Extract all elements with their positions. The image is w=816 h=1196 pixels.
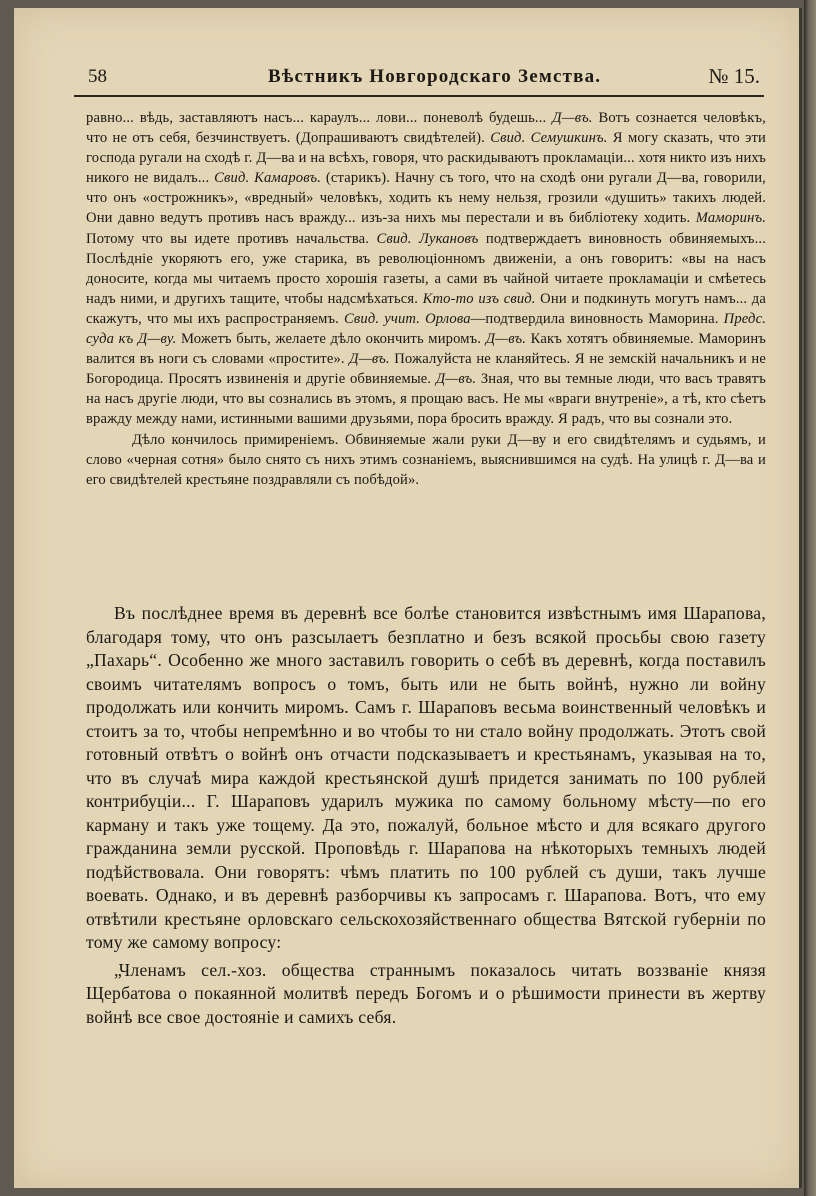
speaker-label: Свид. Лукановъ bbox=[376, 230, 479, 247]
court-report-text bbox=[86, 108, 766, 490]
speaker-label: Маморинъ. bbox=[695, 210, 766, 227]
text-run: Какъ хотятъ обвиняемые. Маморинъ валится въ ноги съ словами «простите». bbox=[86, 331, 766, 368]
text-run: Можетъ быть, желаете дѣло окончить миромъ. bbox=[176, 331, 486, 348]
text-run: Вотъ сознается человѣкъ, что не отъ себя, безчинствуетъ. (Допрашиваютъ свидѣтелей). bbox=[86, 110, 766, 147]
speaker-label: Кто-то изъ свид. bbox=[422, 290, 536, 307]
speaker-label: Предс. суда къ Д—ву. bbox=[86, 310, 766, 348]
journal-title: Вѣстникъ Новгородскаго Земства. bbox=[268, 66, 602, 87]
text-run: (старикъ). Начну съ того, что на сходѣ они ругали Д—ва, говорили, что онъ «острожникъ», «вредный» человѣкъ, ходить къ нему нельзя, грозили «душить» такихъ людей. Они давно ведутъ противъ насъ вражду... изъ-за нихъ мы перестали и въ библіотеку ходить. bbox=[86, 170, 766, 227]
text-run: Пожалуйста не кланяйтесь. Я не земскій начальникъ и не Богородица. Просятъ извиненія и другіе обвиняемые. bbox=[86, 351, 766, 388]
running-header bbox=[74, 62, 764, 92]
speaker-label: Д—въ. bbox=[552, 110, 593, 126]
speaker-label: Д—въ. bbox=[485, 331, 527, 348]
issue-number: № 15. bbox=[708, 64, 760, 88]
text-run: —подтвердила виновность Маморина. bbox=[470, 310, 724, 327]
text-run: Они и подкинуть могутъ намъ... да скажутъ, что мы ихъ распространяемъ. bbox=[86, 290, 766, 327]
speaker-label: Д—въ. bbox=[349, 351, 390, 368]
header-rule bbox=[74, 95, 764, 97]
speaker-label: Свид. Камаровъ. bbox=[214, 170, 322, 187]
paragraph-quotation: „Членамъ сел.-хоз. общества страннымъ показалось читать воззваніе князя Щербатова о покаянной молитвѣ передъ Богомъ и о рѣшимости принести въ жертву войнѣ все свое достояніе и самихъ себя. bbox=[86, 959, 766, 1027]
speaker-label: Д—въ. bbox=[435, 371, 477, 388]
adjacent-page-edge bbox=[804, 0, 816, 1196]
page-number: 58 bbox=[88, 66, 107, 87]
text-run: Зная, что вы темные люди, что васъ травятъ на насъ другіе люди, что вы сознались въ этомъ, я прощаю васъ. Не мы «враги внутреніе», а тѣ, кто сѣетъ вражду между нами, истинными вашими друзьями, пора бросить вражду. Я радъ, что вы сознали это. bbox=[86, 371, 766, 428]
article-text bbox=[86, 602, 766, 1029]
text-run: подтверждаетъ виновность обвиняемыхъ... Послѣдніе укоряютъ его, уже старика, въ революціонномъ движеніи, а онъ говоритъ: «вы на насъ доносите, когда мы читаемъ просто хорошія газеты, а сами въ чайной читаете прокламаціи и смѣетесь надъ ними, и другихъ тащите, чтобы надсмѣхаться. bbox=[86, 230, 766, 307]
text-run: равно... вѣдь, заставляютъ насъ... караулъ... лови... поневолѣ будешь... bbox=[86, 110, 553, 126]
paragraph-reconciliation: Дѣло кончилось примиреніемъ. Обвиняемые жали руки Д—ву и его свидѣтелямъ и судьямъ, и слово «черная сотня» было снято съ нихъ этимъ сознаніемъ, выяснившимся на судѣ. На улицѣ г. Д—ва и его свидѣтелей крестьяне поздравляли съ побѣдой». bbox=[86, 431, 766, 488]
paragraph-sharapov: Въ послѣднее время въ деревнѣ все болѣе становится извѣстнымъ имя Шарапова, благодаря тому, что онъ разсылаетъ безплатно и безъ всякой просьбы свою газету „Пахарь“. Особенно же много заставилъ говорить о себѣ въ деревнѣ, когда поставилъ своимъ читателямъ вопросъ о томъ, быть или не быть войнѣ, нужно ли войну продолжать или кончить миромъ. Самъ г. Шараповъ весьма воинственный человѣкъ и стоитъ за то, чтобы непремѣнно и во чтобы то ни стало войну продолжать. Этотъ свой готовный отвѣтъ о войнѣ онъ отчасти подсказываетъ и крестьянамъ, указывая на то, что въ случаѣ мира каждой крестьянской душѣ придется занимать по 100 рублей контрибуціи... Г. Шараповъ ударилъ мужика по самому больному мѣсту—по его карману и такъ уже тощему. Да это, пожалуй, больное мѣсто и для всякаго другого гражданина земли русской. Проповѣдь г. Шарапова на нѣкоторыхъ темныхъ людей подѣйствовала. Они говорятъ: чѣмъ платить по 100 рублей съ души, такъ лучше воевать. Однако, и въ деревнѣ разборчивы къ запросамъ г. Шарапова. Вотъ, что ему отвѣтили крестьяне орловскаго сельскохозяйственнаго общества Вятской губерніи по тому же самому вопросу: bbox=[86, 603, 766, 952]
text-run: Я могу сказать, что эти господа ругали на сходѣ г. Д—ва и на всѣхъ, говоря, что раскидываютъ прокламаціи... хотя никто изъ нихъ никого не видалъ... bbox=[86, 130, 766, 187]
text-run: Потому что вы идете противъ начальства. bbox=[86, 230, 377, 247]
paragraph-trial-dialogue bbox=[86, 108, 766, 430]
speaker-label: Свид. учит. Орлова bbox=[344, 310, 471, 327]
speaker-label: Свид. Семушкинъ. bbox=[490, 130, 608, 147]
